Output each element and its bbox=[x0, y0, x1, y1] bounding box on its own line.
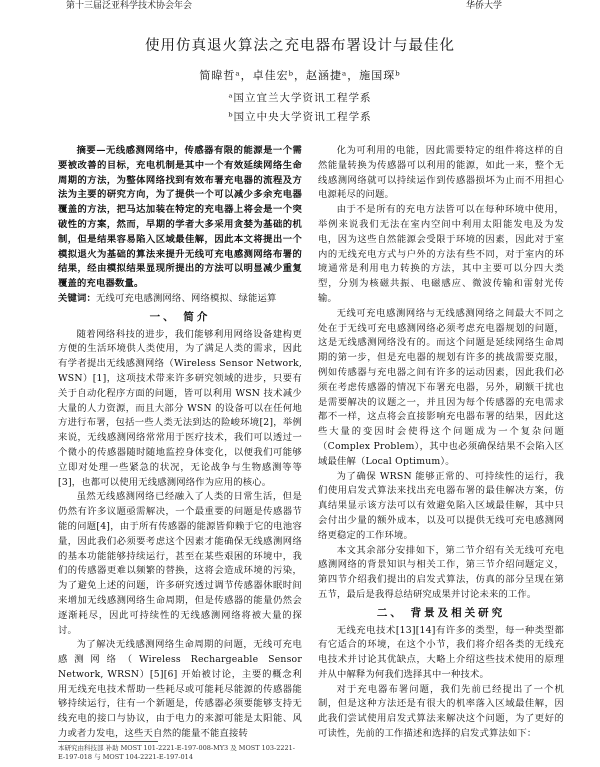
paragraph: 无线可充电感测网络与无线感测网络之间最大不同之处在于无线可充电感测网络必须考虑充电器规划的问题，这是无线感测网络没有的。而这个问题是延续网络生命周期的第一步，但是充电器的规划有许多的挑战需要克服，例如传感器与充电器之间有许多的运动因素，因此我们必须在考虑传感器的情况下布署充电器，另外，刷额干扰也是需要解决的议题之一，并且因为每个传感器的充电需求都不一样，这点将会直接影响充电器布署的结果，因此这些大量的变因时会使得这个问题成为一个复杂问题（Complex Problem），其中也必须确保结果不会陷入区域最佳解（Local Optimum）。 bbox=[318, 307, 564, 467]
abstract-text: —无线感测网络中，传感器有限的能源是一个需要被改善的目标，充电机制是其中一个有效延续网络生命周期的方法，为整体网络找到有效布署充电器的流程及方法为主要的研究方向，为了提供一个可以减少多余充电器覆盖的方法，把马达加装在特定的充电器上将会是一个突破性的方案，然而，早期的学者大多采用贪婪为基础的机制，但是结果容易陷入区域最佳解，因此本文将提出一个模拟退火为基础的算法来提升无线可充电感测网络布署的结果，经由模拟结果显现所提出的方法可以明显减少重复覆盖的充电器数量。 bbox=[58, 145, 303, 290]
paragraph: 随着网络科技的进步，我们能够利用网络设备建构更方便的生活环境供人类使用，为了满足人类的需求，因此有学者提出无线感测网络（Wireless Sensor Network, WSN）[1]，这项技术带来许多研究领域的进步，只要有关于自动化程序方面的问题，皆可以利用 WSN 技术减少大量的人力资源，而且大部分 WSN 的设备可以在任何地方进行布署，包括一些人类无法到达的险峻环境[2]，举例来说，无线感测网络常常用于医疗技术，我们可以透过一个微小的传感器随时随地监控身体变化，以便我们可能够立即对处理一些紧急的状况，无论战争与生物感测等等[3]，也都可以使用无线感测网络作为应用的核心。 bbox=[58, 328, 302, 488]
host-university: 华侨大学 bbox=[466, 1, 503, 11]
abstract-label: 摘要 bbox=[76, 145, 97, 156]
right-column bbox=[318, 144, 564, 742]
keywords-label: 关键词： bbox=[58, 292, 96, 304]
conference-name: 第十三届泛亚科学技术协会年会 bbox=[66, 1, 193, 11]
left-column bbox=[58, 144, 302, 742]
author-list: 简暐哲ᵃ，卓佳宏ᵇ，赵涵捷ᵃ，施国琛ᵇ bbox=[199, 69, 401, 82]
keywords bbox=[58, 292, 302, 307]
keywords-text: 无线可充电感测网络、网络模拟、绿能运算 bbox=[96, 292, 277, 304]
paragraph: 为了解决无线感测网络生命周期的问题，无线可充电感测网络（Wireless Rechargeable Sensor Network, WRSN）[5][6] 开始被讨论，主要的概念利用无线充电技术帮助一些耗尽或可能耗尽能源的传感器能够持续运行，往有一个新题是，传感器必须要能够支持无线充电的接口与协议，由于电力的来源可能是太阳能、风力或者力发电，这些天自然的能量不能直接转 bbox=[58, 639, 302, 740]
affiliation-1: ᵃ国立宜兰大学资讯工程学系 bbox=[228, 92, 372, 104]
paragraph: 由于不是所有的充电方法皆可以在每种环境中使用，举例来说我们无法在室内空间中利用太阳能发电及为发电，因为这些自然能源会受限于环境的因素，因此对于室内的无线充电方式与户外的方法有些不同，对于室内的环境通常是利用电力转换的方法，其中主要可以分四大类型，分别为核磁共振、电磁感应、微波传输和雷射光传输。 bbox=[318, 204, 564, 304]
paper-title: 使用仿真退火算法之充电器布署设计与最佳化 bbox=[145, 38, 455, 54]
paragraph: 本文其余部分安排如下，第二节介绍有关无线可充电感测网络的背景知识与相关工作，第三节介绍问题定义，第四节介绍我们提出的启发式算法，仿真的部分呈现在第五节，最后是我得总结研究成果并讨论未来的工作。 bbox=[318, 544, 564, 600]
section-heading-intro: 一、 简介 bbox=[149, 310, 211, 323]
paragraph: 无线充电技术[13][14]有许多的类型，每一种类型都有它适合的环境，在这个小节，我们将介绍各类的无线充电技术并讨论其优缺点，大略上介绍这些技术使用的原理并从中解释为何我们选择其中一种技术。 bbox=[318, 624, 564, 680]
paragraph: 为了确保 WRSN 能够正常的、可持续性的运行，我们使用启发式算法来找出充电器布署的最佳解决方案，仿真结果显示该方法可以有效避免陷入区域最佳解，其中只会付出少量的额外成本，以及可以提供无线可充电感测网络更稳定的工作环境。 bbox=[318, 470, 564, 541]
footnote-divider bbox=[58, 741, 158, 742]
funding-footnote: 本研究由科技部 补助 MOST 101-2221-E-197-008-MY3 及 MOST 103-2221-E-197-018 与 MOST 104-2221-E-197-014 bbox=[58, 744, 295, 761]
paragraph: 对于充电器布署问题，我们先前已经提出了一个机制，但是这种方法还是有很大的机率落入区域最佳解，因此我们尝试使用启发式算法来解决这个问题，为了更好的可读性，先前的工作描述和选择的启发式算法如下： bbox=[318, 683, 564, 740]
affiliation-2: ᵇ国立中央大学资讯工程学系 bbox=[228, 111, 372, 123]
paragraph: 虽然无线感测网络已经融入了人类的日常生活，但是仍然有许多议题亟需解决，一个最重要的问题是传感器节能的问题[4]，由于所有传感器的能源皆仰赖于它的电池容量，因此我们必须要考虑这个因素才能确保无线感测网络的基本功能能够持续运行，甚至在某些艰困的环境中，我们的传感器更难以频繁的替换，这将会造成环境的污染，为了避免上述的问题，许多研究透过调节传感器休眠时间来增加无线感测网络生命周期，但是传感器的能量仍然会逐渐耗尽，因此可持续性的无线感测网络将被大量的探讨。 bbox=[58, 491, 302, 636]
abstract bbox=[58, 144, 302, 292]
section-heading-background: 二、 背景及相关研究 bbox=[376, 606, 506, 619]
page-header bbox=[0, 0, 600, 12]
paragraph: 化为可利用的电能，因此需要特定的组件将这样的自然能量转换为传感器可以利用的能源，如此一来，整个无线感测网络就可以持续运作到传感器损坏为止而不用担心电源耗尽的问题。 bbox=[318, 145, 564, 201]
